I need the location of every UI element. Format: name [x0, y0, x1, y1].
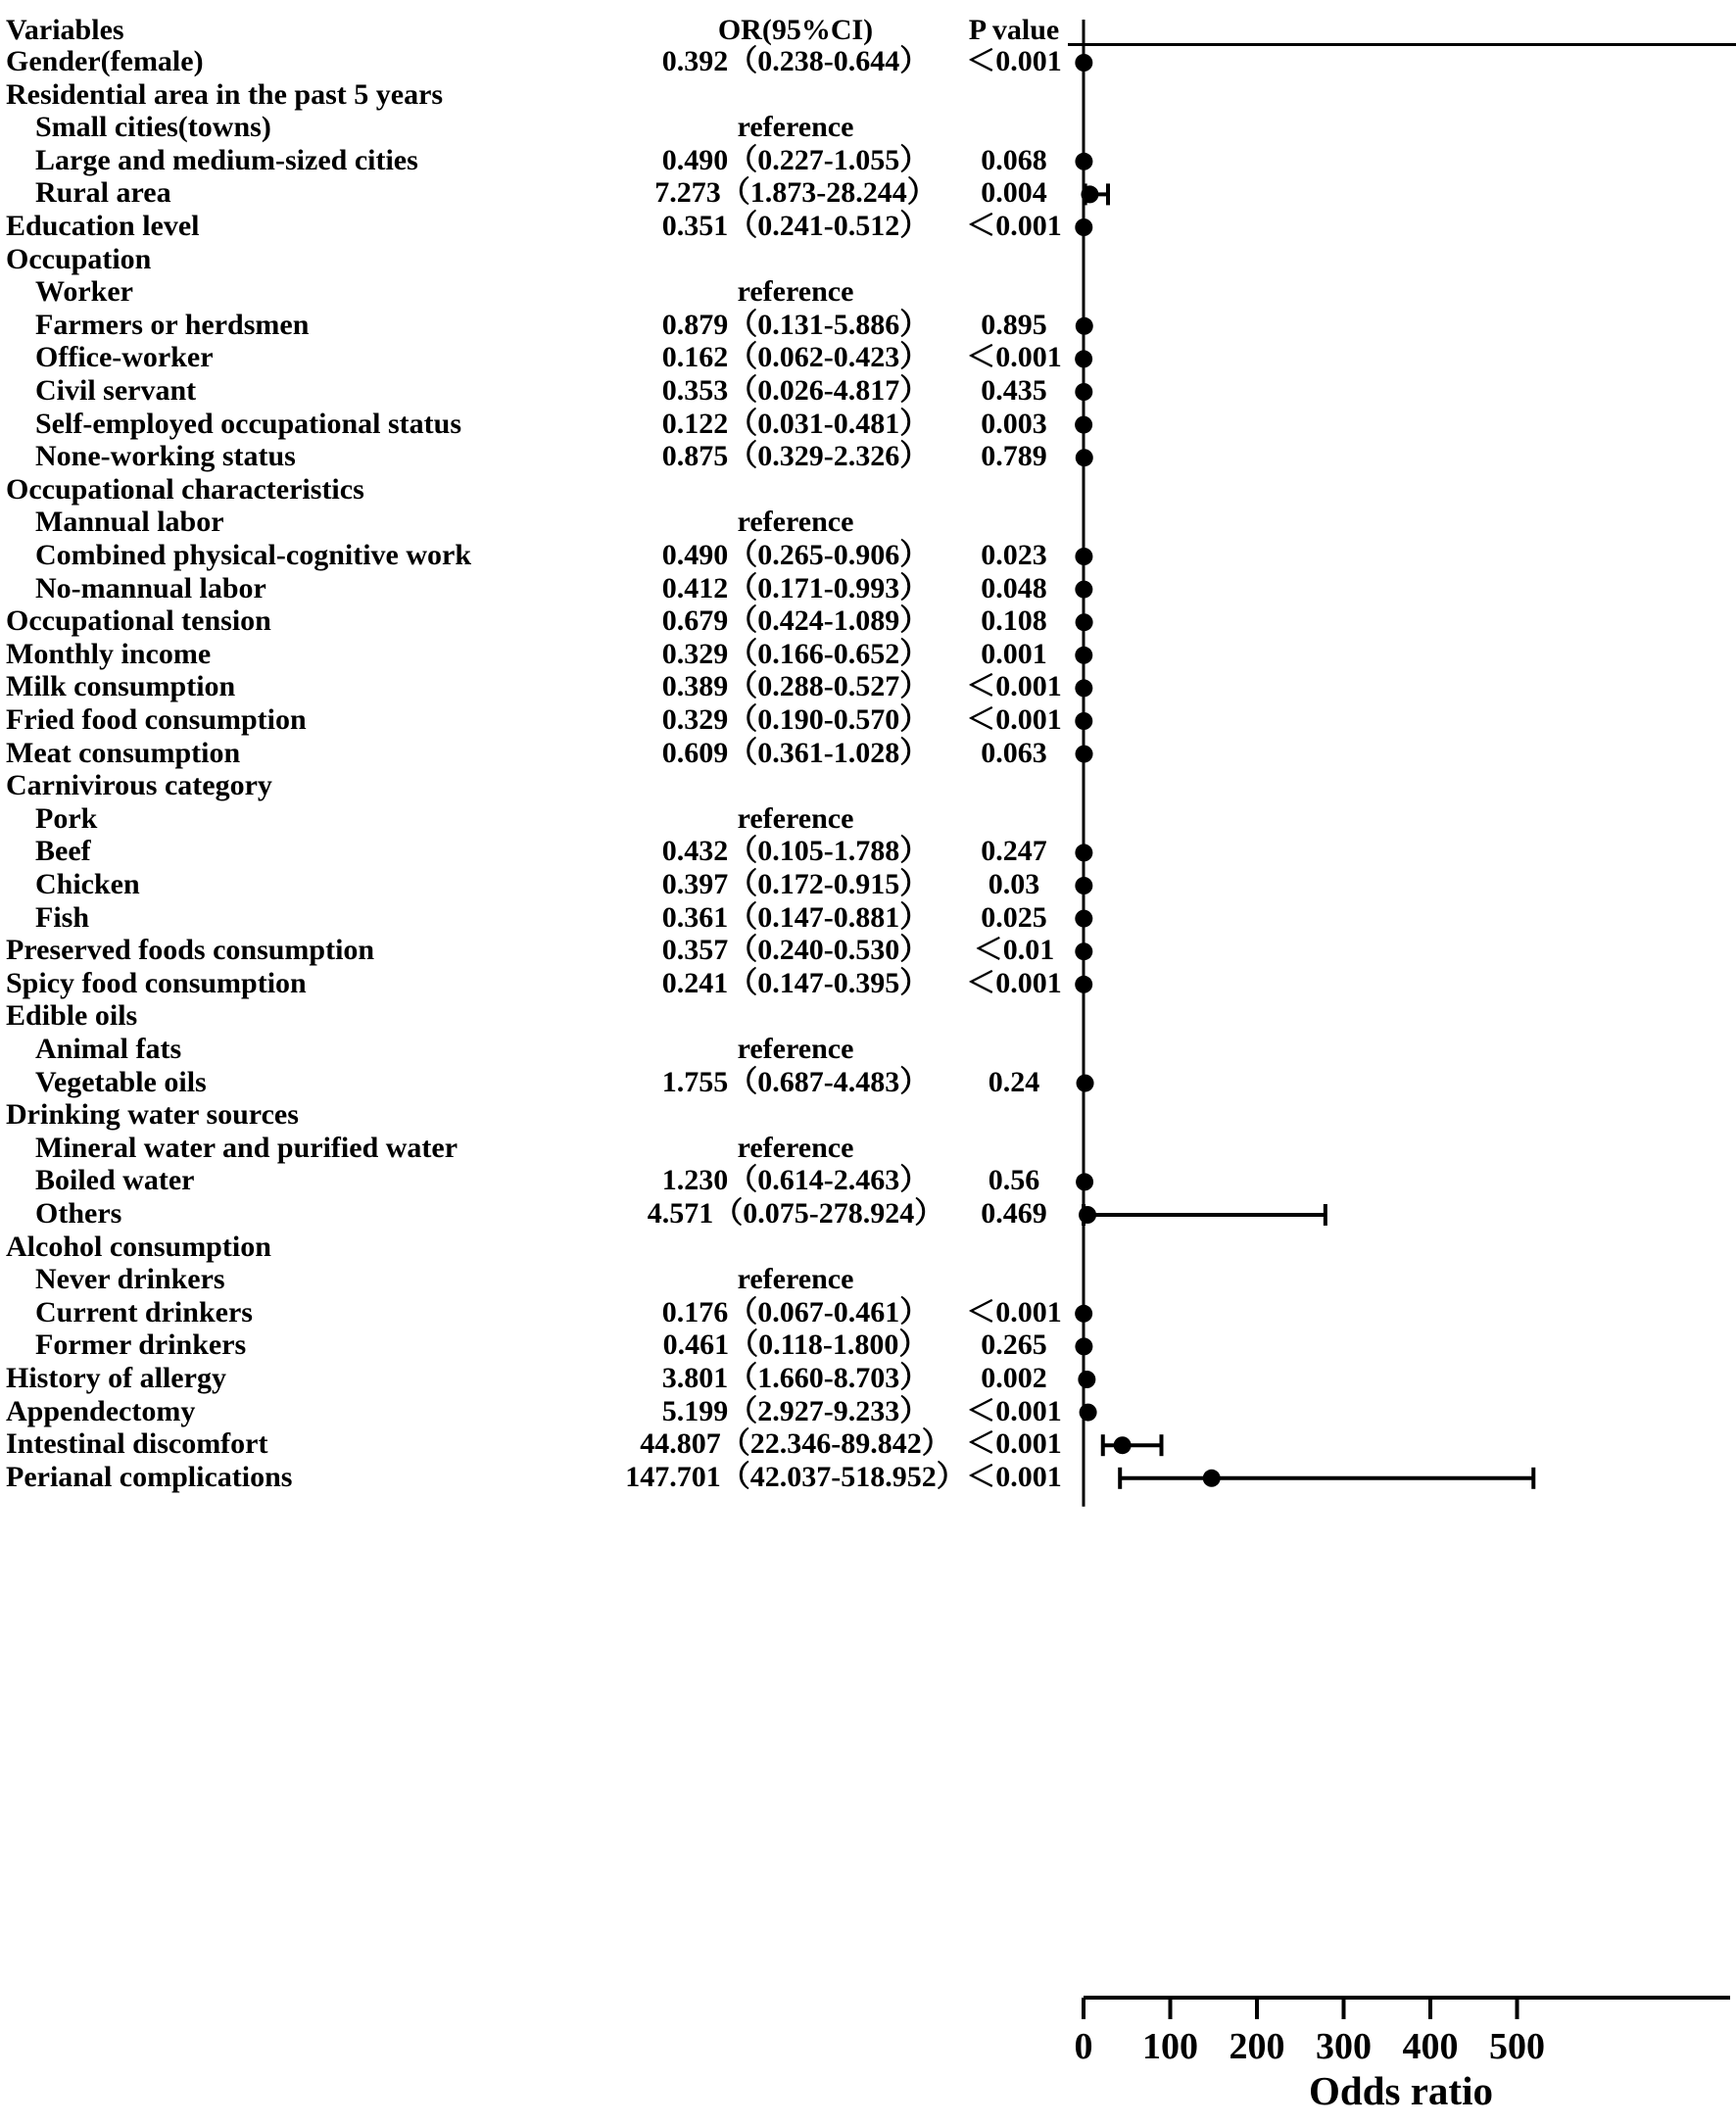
- forest-marker-20: [1075, 712, 1092, 730]
- row-label-17: Occupational tension: [6, 604, 271, 638]
- row-or-ci-17: 0.679（0.424-1.089）: [661, 604, 930, 638]
- row-or-ci-39: 0.461（0.118-1.800）: [662, 1328, 929, 1362]
- forest-marker-40: [1078, 1371, 1095, 1388]
- row-or-ci-20: 0.329（0.190-0.570）: [661, 703, 930, 736]
- row-label-15: Combined physical-cognitive work: [35, 539, 472, 571]
- row-reference-14: reference: [737, 506, 854, 539]
- row-p-value-11: 0.003: [981, 407, 1047, 440]
- row-p-value-19: ＜0.001: [966, 670, 1062, 703]
- row-label-3: Large and medium-sized cities: [35, 143, 418, 176]
- row-p-value-31: 0.24: [988, 1065, 1040, 1098]
- row-reference-7: reference: [737, 275, 854, 309]
- row-label-29: Edible oils: [6, 999, 138, 1033]
- row-label-11: Self-employed occupational status: [35, 407, 461, 440]
- row-p-value-38: ＜0.001: [966, 1295, 1062, 1328]
- row-reference-30: reference: [737, 1033, 854, 1065]
- row-p-value-8: 0.895: [981, 308, 1047, 341]
- forest-marker-4: [1081, 183, 1108, 205]
- row-or-ci-0: 0.392（0.238-0.644）: [661, 45, 930, 77]
- forest-marker-41: [1080, 1404, 1097, 1422]
- row-label-26: Fish: [35, 900, 90, 934]
- row-or-ci-42: 44.807（22.346-89.842）: [640, 1427, 951, 1461]
- row-or-ci-24: 0.432（0.105-1.788）: [661, 835, 930, 868]
- column-header-variables: Variables: [6, 14, 124, 46]
- row-label-19: Milk consumption: [6, 670, 236, 703]
- row-label-18: Monthly income: [6, 637, 212, 670]
- row-reference-33: reference: [737, 1131, 854, 1164]
- forest-marker-39: [1075, 1337, 1092, 1355]
- row-label-14: Mannual labor: [35, 506, 224, 539]
- row-p-value-17: 0.108: [981, 604, 1047, 638]
- row-label-36: Alcohol consumption: [6, 1230, 271, 1263]
- row-p-value-42: ＜0.001: [966, 1427, 1062, 1461]
- row-label-24: Beef: [35, 835, 91, 868]
- forest-marker-3: [1075, 153, 1092, 170]
- row-or-ci-40: 3.801（1.660-8.703）: [661, 1362, 930, 1394]
- row-or-ci-27: 0.357（0.240-0.530）: [661, 934, 930, 967]
- row-p-value-16: 0.048: [981, 571, 1047, 604]
- row-p-value-18: 0.001: [981, 637, 1047, 670]
- row-label-27: Preserved foods consumption: [6, 934, 375, 967]
- forest-marker-43: [1120, 1468, 1533, 1489]
- row-label-39: Former drinkers: [35, 1328, 247, 1362]
- forest-marker-5: [1075, 218, 1092, 236]
- row-or-ci-43: 147.701（42.037-518.952）: [625, 1460, 966, 1493]
- forest-marker-19: [1075, 679, 1092, 697]
- row-label-34: Boiled water: [35, 1164, 195, 1197]
- row-label-35: Others: [35, 1197, 122, 1230]
- row-label-21: Meat consumption: [6, 736, 241, 769]
- row-label-32: Drinking water sources: [6, 1098, 299, 1132]
- row-label-4: Rural area: [35, 176, 171, 210]
- forest-marker-15: [1075, 548, 1092, 565]
- row-label-23: Pork: [35, 801, 98, 835]
- row-reference-37: reference: [737, 1263, 854, 1296]
- row-p-value-5: ＜0.001: [966, 210, 1062, 242]
- row-or-ci-25: 0.397（0.172-0.915）: [661, 868, 930, 900]
- row-or-ci-35: 4.571（0.075-278.924）: [647, 1197, 944, 1230]
- forest-marker-10: [1075, 383, 1092, 401]
- forest-marker-18: [1075, 647, 1092, 664]
- row-or-ci-3: 0.490（0.227-1.055）: [661, 143, 930, 176]
- x-tick-label-200: 200: [1229, 2026, 1285, 2067]
- forest-marker-28: [1075, 976, 1092, 993]
- row-p-value-20: ＜0.001: [966, 703, 1062, 736]
- row-or-ci-31: 1.755（0.687-4.483）: [661, 1065, 930, 1098]
- row-or-ci-8: 0.879（0.131-5.886）: [661, 308, 930, 341]
- row-label-40: History of allergy: [6, 1362, 226, 1394]
- row-label-33: Mineral water and purified water: [35, 1131, 458, 1164]
- row-or-ci-41: 5.199（2.927-9.233）: [661, 1394, 930, 1427]
- x-tick-label-0: 0: [1074, 2026, 1093, 2067]
- row-label-42: Intestinal discomfort: [6, 1427, 268, 1461]
- row-label-22: Carnivirous category: [6, 769, 272, 802]
- row-label-10: Civil servant: [35, 374, 197, 407]
- row-p-value-39: 0.265: [981, 1328, 1047, 1362]
- row-label-5: Education level: [6, 210, 200, 242]
- row-p-value-27: ＜0.01: [973, 934, 1055, 967]
- row-label-37: Never drinkers: [35, 1263, 225, 1296]
- x-tick-label-300: 300: [1316, 2026, 1372, 2067]
- row-or-ci-28: 0.241（0.147-0.395）: [661, 966, 930, 999]
- row-p-value-41: ＜0.001: [966, 1394, 1062, 1427]
- forest-marker-16: [1075, 581, 1092, 599]
- row-p-value-25: 0.03: [988, 868, 1040, 900]
- forest-marker-38: [1075, 1305, 1092, 1323]
- row-p-value-40: 0.002: [981, 1362, 1047, 1394]
- row-p-value-43: ＜0.001: [966, 1460, 1062, 1493]
- row-label-20: Fried food consumption: [6, 703, 307, 736]
- row-label-7: Worker: [35, 275, 133, 309]
- forest-marker-31: [1077, 1075, 1094, 1092]
- row-or-ci-16: 0.412（0.171-0.993）: [661, 571, 930, 604]
- forest-marker-12: [1076, 449, 1093, 466]
- row-p-value-35: 0.469: [981, 1197, 1047, 1230]
- row-or-ci-9: 0.162（0.062-0.423）: [661, 341, 930, 374]
- row-or-ci-18: 0.329（0.166-0.652）: [661, 637, 930, 670]
- forest-marker-26: [1075, 910, 1092, 928]
- row-p-value-4: 0.004: [981, 176, 1047, 210]
- row-label-9: Office-worker: [35, 341, 214, 374]
- forest-marker-24: [1075, 844, 1092, 861]
- row-label-30: Animal fats: [35, 1033, 182, 1065]
- row-reference-2: reference: [737, 111, 854, 144]
- row-or-ci-4: 7.273（1.873-28.244）: [654, 176, 937, 210]
- x-axis-title: Odds ratio: [1309, 2068, 1493, 2113]
- row-p-value-34: 0.56: [988, 1164, 1040, 1197]
- forest-marker-21: [1076, 746, 1093, 763]
- forest-marker-9: [1075, 350, 1092, 367]
- header-rule: [1068, 43, 1736, 46]
- row-p-value-3: 0.068: [981, 143, 1047, 176]
- row-label-0: Gender(female): [6, 45, 204, 77]
- row-label-13: Occupational characteristics: [6, 472, 364, 506]
- row-or-ci-12: 0.875（0.329-2.326）: [661, 440, 930, 473]
- row-p-value-0: ＜0.001: [966, 45, 1062, 77]
- forest-marker-0: [1075, 54, 1092, 72]
- row-label-41: Appendectomy: [6, 1394, 196, 1427]
- row-label-12: None-working status: [35, 440, 296, 473]
- forest-marker-34: [1076, 1173, 1093, 1190]
- row-label-28: Spicy food consumption: [6, 966, 307, 999]
- row-p-value-15: 0.023: [981, 539, 1047, 571]
- row-label-16: No-mannual labor: [35, 571, 266, 604]
- row-label-38: Current drinkers: [35, 1295, 253, 1328]
- row-label-6: Occupation: [6, 242, 152, 275]
- row-or-ci-5: 0.351（0.241-0.512）: [661, 210, 930, 242]
- forest-marker-11: [1075, 416, 1092, 434]
- forest-marker-42: [1103, 1434, 1162, 1456]
- row-label-8: Farmers or herdsmen: [35, 308, 310, 341]
- row-or-ci-11: 0.122（0.031-0.481）: [661, 407, 930, 440]
- row-or-ci-38: 0.176（0.067-0.461）: [661, 1295, 930, 1328]
- row-p-value-24: 0.247: [981, 835, 1047, 868]
- column-header-or-ci: OR(95%CI): [717, 14, 874, 46]
- row-p-value-26: 0.025: [981, 900, 1047, 934]
- row-or-ci-15: 0.490（0.265-0.906）: [661, 539, 930, 571]
- row-label-1: Residential area in the past 5 years: [6, 77, 444, 111]
- row-label-2: Small cities(towns): [35, 111, 271, 144]
- row-p-value-28: ＜0.001: [966, 966, 1062, 999]
- row-label-31: Vegetable oils: [35, 1065, 207, 1098]
- row-or-ci-19: 0.389（0.288-0.527）: [661, 670, 930, 703]
- forest-marker-25: [1075, 877, 1092, 894]
- row-p-value-21: 0.063: [981, 736, 1047, 769]
- row-p-value-9: ＜0.001: [966, 341, 1062, 374]
- row-p-value-12: 0.789: [981, 440, 1047, 473]
- forest-marker-8: [1076, 317, 1093, 335]
- row-p-value-10: 0.435: [981, 374, 1047, 407]
- forest-marker-17: [1076, 613, 1093, 631]
- row-or-ci-34: 1.230（0.614-2.463）: [661, 1164, 930, 1197]
- row-or-ci-10: 0.353（0.026-4.817）: [661, 374, 930, 407]
- row-or-ci-26: 0.361（0.147-0.881）: [661, 900, 930, 934]
- row-label-43: Perianal complications: [6, 1460, 293, 1493]
- x-tick-label-100: 100: [1142, 2026, 1198, 2067]
- row-reference-23: reference: [737, 801, 854, 835]
- x-tick-label-500: 500: [1489, 2026, 1545, 2067]
- row-or-ci-21: 0.609（0.361-1.028）: [661, 736, 930, 769]
- column-header-p-value: P value: [968, 14, 1060, 46]
- row-label-25: Chicken: [35, 868, 140, 900]
- x-tick-label-400: 400: [1402, 2026, 1459, 2067]
- forest-marker-27: [1075, 942, 1092, 960]
- forest-marker-35: [1079, 1204, 1326, 1226]
